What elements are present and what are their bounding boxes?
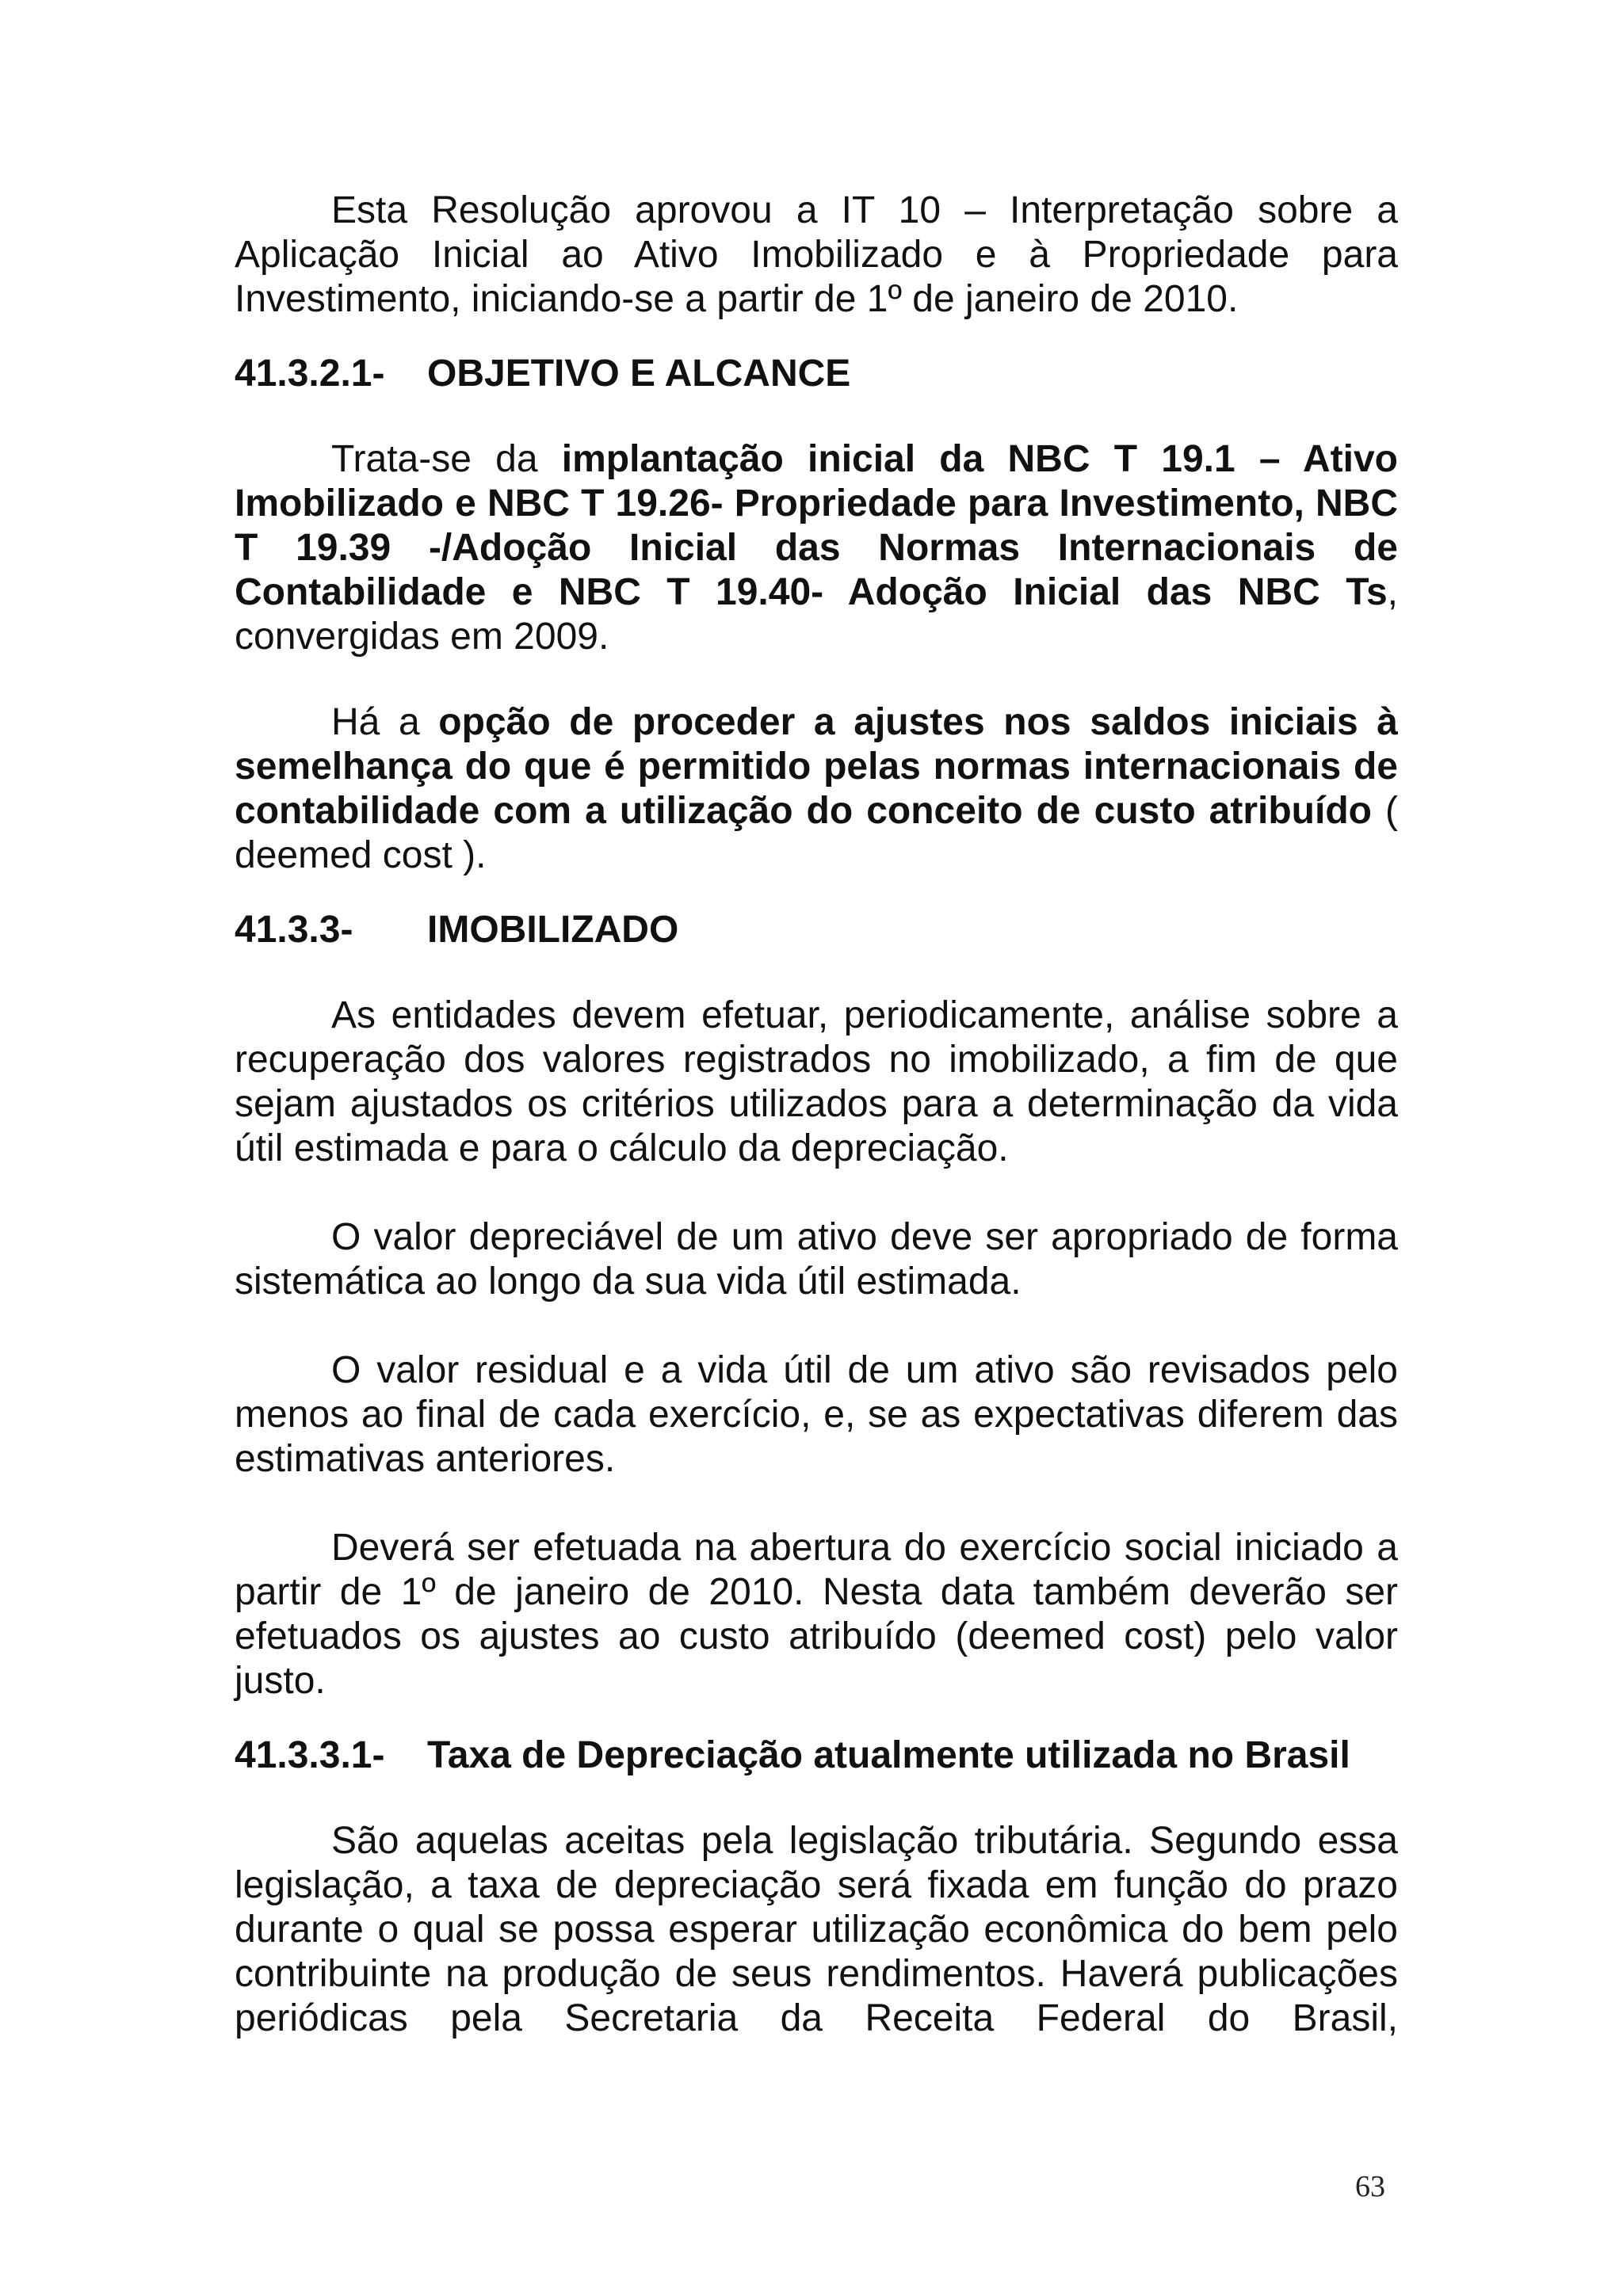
section-heading-41-3-3 bbox=[235, 908, 1398, 952]
depreciation-rate-paragraph: São aquelas aceitas pela legislação tributária. Segundo essa legislação, a taxa de depreciação será fixada em função do prazo durante o qual se possa esperar utilização econômica do bem pelo contribuinte na produção de seus rendimentos. Haverá publicações periódicas pela Secretaria da Receita Federal do Brasil, bbox=[235, 1820, 1398, 2039]
document-page bbox=[235, 189, 1398, 2041]
imobilizado-paragraph-4: Deverá ser efetuada na abertura do exercício social iniciado a partir de 1º de janeiro de 2010. Nesta data também deverão ser efetuados os ajustes ao custo atribuído (deemed cost) pelo valor justo. bbox=[235, 1527, 1398, 1702]
section-number: 41.3.3- bbox=[235, 909, 353, 951]
objective-lead-text: Trata-se da bbox=[331, 438, 562, 480]
section-title: IMOBILIZADO bbox=[427, 909, 679, 951]
imobilizado-paragraph-1: As entidades devem efetuar, periodicamente, análise sobre a recuperação dos valores registrados no imobilizado, a fim de que sejam ajustados os critérios utilizados para a determinação da vida útil estimada e para o cálculo da depreciação. bbox=[235, 994, 1398, 1169]
imobilizado-paragraph-3: O valor residual e a vida útil de um ativo são revisados pelo menos ao final de cada exercício, e, se as expectativas diferem das estimativas anteriores. bbox=[235, 1349, 1398, 1480]
section-title: OBJETIVO E ALCANCE bbox=[427, 353, 851, 395]
deemed-cost-tail-text: ( deemed cost ). bbox=[235, 790, 1398, 876]
intro-paragraph: Esta Resolução aprovou a IT 10 – Interpretação sobre a Aplicação Inicial ao Ativo Imobilizado e à Propriedade para Investimento, iniciando-se a partir de 1º de janeiro de 2010. bbox=[235, 189, 1398, 320]
deemed-cost-lead-text: Há a bbox=[331, 701, 439, 743]
deemed-cost-paragraph bbox=[235, 700, 1398, 878]
deemed-cost-bold-text: opção de proceder a ajustes nos saldos iniciais à semelhança do que é permitido pelas normas internacionais de contabilidade com a utilização do conceito de custo atribuído bbox=[235, 701, 1398, 832]
imobilizado-paragraph-2: O valor depreciável de um ativo deve ser apropriado de forma sistemática ao longo da sua vida útil estimada. bbox=[235, 1216, 1398, 1302]
objective-paragraph bbox=[235, 437, 1398, 659]
objective-bold-text: implantação inicial da NBC T 19.1 – Ativo Imobilizado e NBC T 19.26- Propriedade para Investimento, NBC T 19.39 -/Adoção Inicial das Normas Internacionais de Contabilidade e NBC T 19.40- Adoção Inicial das NBC Ts bbox=[235, 438, 1398, 613]
page-number: 63 bbox=[1355, 2170, 1385, 2203]
section-title: Taxa de Depreciação atualmente utilizada no Brasil bbox=[427, 1734, 1350, 1776]
section-number: 41.3.3.1- bbox=[235, 1734, 385, 1776]
section-heading-41-3-2-1 bbox=[235, 352, 1398, 396]
section-heading-41-3-3-1 bbox=[235, 1733, 1398, 1778]
section-number: 41.3.2.1- bbox=[235, 353, 385, 395]
objective-tail-text: , convergidas em 2009. bbox=[235, 571, 1398, 658]
